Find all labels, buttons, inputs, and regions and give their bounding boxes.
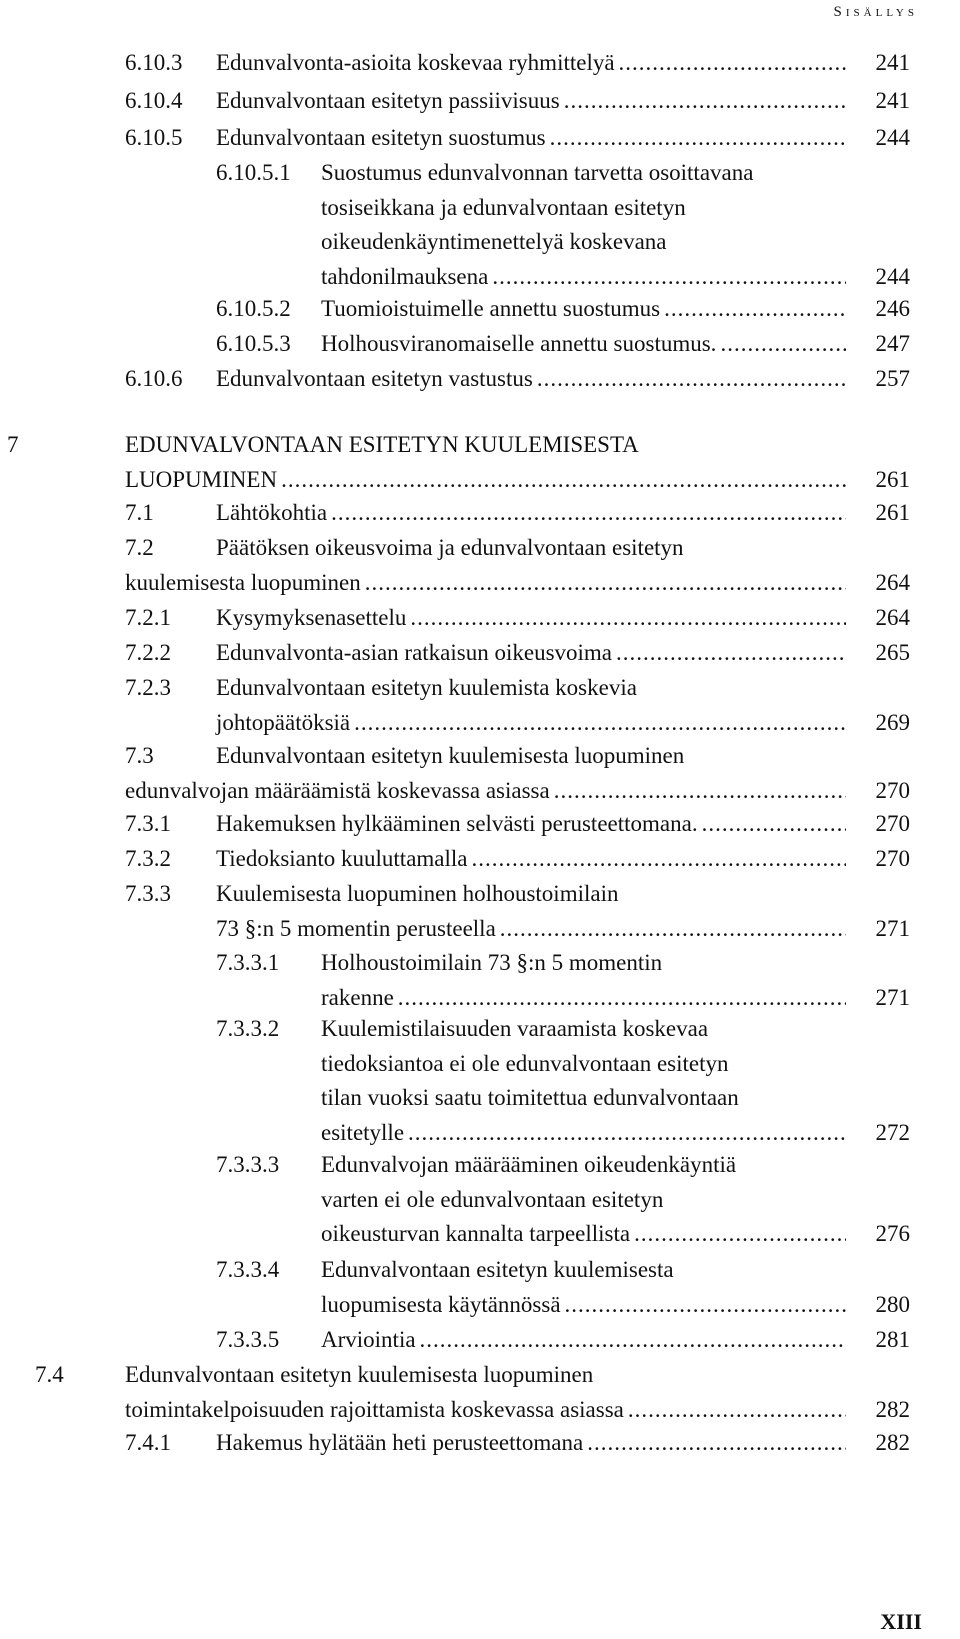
toc-entry[interactable] — [0, 1428, 910, 1463]
toc-entry-title: Kysymyksenasettelu — [216, 605, 407, 630]
toc-entry-page: 276 — [875, 1221, 910, 1246]
toc-entry-title: tiedoksiantoa ei ole edunvalvontaan esitetyn — [321, 1050, 729, 1076]
toc-entry-number: 7.1 — [125, 500, 154, 525]
toc-entry[interactable] — [0, 1325, 910, 1360]
toc-entry-page: 272 — [875, 1119, 910, 1145]
toc-entry-title: luopumisesta käytännössä — [321, 1291, 561, 1317]
toc-entry-title: kuulemisesta luopuminen — [125, 569, 361, 595]
toc-entry-number: 6.10.5.2 — [216, 296, 291, 321]
dot-leader — [281, 465, 846, 495]
toc-entry[interactable] — [0, 158, 910, 296]
toc-entry-title: Hakemuksen hylkääminen selvästi perusteettomana. — [216, 811, 698, 836]
toc-entry-title: Kuulemistilaisuuden varaamista koskevaa — [321, 1016, 709, 1041]
toc-entry-number: 7.3.2 — [125, 846, 171, 871]
toc-entry[interactable] — [0, 741, 910, 810]
toc-entry[interactable] — [0, 48, 910, 83]
toc-entry-title: varten ei ole edunvalvontaan esitetyn — [321, 1186, 664, 1212]
toc-entry-page: 241 — [875, 88, 910, 113]
toc-entry-title: edunvalvojan määräämistä koskevassa asiassa — [125, 777, 550, 803]
toc-entry-page: 257 — [875, 366, 910, 391]
toc-entry-title: Arviointia — [321, 1327, 416, 1352]
toc-entry-page: 244 — [875, 125, 910, 150]
dot-leader — [564, 86, 846, 116]
toc-entry[interactable] — [0, 603, 910, 638]
toc-entry-title: EDUNVALVONTAAN ESITETYN KUULEMISESTA — [125, 432, 639, 457]
toc-entry-page: 244 — [875, 263, 910, 289]
toc-entry[interactable] — [0, 498, 910, 533]
dot-leader — [500, 914, 846, 944]
dot-leader — [554, 776, 846, 806]
toc-entry-title: Edunvalvojan määrääminen oikeudenkäyntiä — [321, 1152, 737, 1177]
toc-entry[interactable] — [0, 329, 910, 364]
toc-entry-title: Edunvalvontaan esitetyn kuulemisesta luopuminen — [216, 743, 685, 768]
toc-entry[interactable] — [0, 809, 910, 844]
toc-entry-number: 6.10.5.3 — [216, 331, 291, 356]
toc-entry-title: Kuulemisesta luopuminen holhoustoimilain — [216, 881, 619, 906]
toc-entry-page: 271 — [875, 984, 910, 1010]
toc-entry-number: 7.2.1 — [125, 605, 171, 630]
toc-entry-title: Tuomioistuimelle annettu suostumus — [321, 296, 661, 321]
toc-entry-title: Tiedoksianto kuuluttamalla — [216, 846, 468, 871]
toc-entry-title: Edunvalvontaan esitetyn kuulemista koskevia — [216, 675, 637, 700]
toc-entry-number: 7.3.3 — [125, 881, 171, 906]
toc-entry[interactable] — [0, 86, 910, 121]
toc-entry[interactable] — [0, 123, 910, 158]
toc-entry-title: tilan vuoksi saatu toimitettua edunvalvontaan — [321, 1085, 739, 1110]
toc-entry-number: 7.3 — [125, 743, 154, 768]
toc-entry-page: 264 — [875, 605, 910, 630]
dot-leader — [365, 568, 846, 598]
toc-entry[interactable] — [0, 1360, 910, 1429]
dot-leader — [472, 844, 847, 874]
toc-entry-title: Edunvalvontaan esitetyn kuulemisesta — [321, 1257, 674, 1282]
toc-entry-page: 270 — [875, 777, 910, 803]
toc-entry-number: 7.2.2 — [125, 640, 171, 665]
toc-entry-number: 7.2.3 — [125, 675, 171, 700]
toc-entry-page: 282 — [875, 1396, 910, 1422]
toc-entry-title: johtopäätöksiä — [216, 709, 351, 735]
dot-leader — [702, 809, 846, 839]
toc-entry-title: LUOPUMINEN — [125, 466, 278, 492]
toc-entry-title: oikeusturvan kannalta tarpeellista — [321, 1221, 631, 1246]
dot-leader — [565, 1290, 846, 1320]
dot-leader — [634, 1219, 846, 1249]
toc-entry-page: 271 — [875, 915, 910, 941]
toc-entry[interactable] — [0, 294, 910, 329]
toc-entry-number: 6.10.4 — [125, 88, 183, 113]
toc-entry-page: 270 — [875, 811, 910, 836]
toc-entry-number: 6.10.5.1 — [216, 160, 291, 185]
toc-entry-page: 261 — [875, 500, 910, 525]
dot-leader — [408, 1118, 846, 1148]
toc-entry-number: 7 — [7, 432, 19, 457]
toc-entry-title: toimintakelpoisuuden rajoittamista koskevassa asiassa — [125, 1396, 624, 1422]
toc-entry-number: 7.3.3.1 — [216, 950, 280, 975]
dot-leader — [410, 603, 846, 633]
dot-leader — [616, 638, 846, 668]
toc-entry-title: tosiseikkana ja edunvalvontaan esitetyn — [321, 194, 686, 220]
toc-entry-title: Päätöksen oikeusvoima ja edunvalvontaan esitetyn — [216, 535, 684, 560]
toc-entry-title: Edunvalvonta-asioita koskevaa ryhmittelyä — [216, 50, 615, 75]
toc-entry-number: 7.4.1 — [125, 1430, 171, 1455]
toc-entry-page: 265 — [875, 640, 910, 665]
toc-entry[interactable] — [0, 430, 910, 499]
toc-entry-title: Edunvalvontaan esitetyn suostumus — [216, 125, 546, 150]
running-head: Sisällys — [833, 4, 918, 20]
toc-entry-number: 6.10.6 — [125, 366, 183, 391]
toc-entry-title: 73 §:n 5 momentin perusteella — [216, 915, 496, 941]
toc-entry[interactable] — [0, 638, 910, 673]
dot-leader — [619, 48, 846, 78]
toc-entry-title: Hakemus hylätään heti perusteettomana — [216, 1430, 584, 1455]
toc-entry-page: 246 — [875, 296, 910, 321]
toc-entry[interactable] — [0, 1014, 910, 1152]
toc-entry-number: 7.4 — [35, 1362, 64, 1387]
toc-entry-title: Lähtökohtia — [216, 500, 328, 525]
toc-entry-page: 261 — [875, 466, 910, 492]
toc-entry-page: 247 — [875, 331, 910, 356]
toc-entry-number: 7.3.3.4 — [216, 1257, 280, 1282]
toc-entry-title: esitetylle — [321, 1119, 405, 1145]
toc-entry-number: 6.10.3 — [125, 50, 183, 75]
toc-entry-page: 270 — [875, 846, 910, 871]
dot-leader — [492, 262, 846, 292]
dot-leader — [720, 329, 846, 359]
toc-entry-number: 7.3.3.5 — [216, 1327, 280, 1352]
toc-entry-title: Edunvalvonta-asian ratkaisun oikeusvoima — [216, 640, 613, 665]
dot-leader — [537, 364, 846, 394]
dot-leader — [354, 708, 846, 738]
dot-leader — [664, 294, 846, 324]
toc-entry-title: Holhoustoimilain 73 §:n 5 momentin — [321, 950, 663, 975]
toc-entry-title: tahdonilmauksena — [321, 263, 489, 289]
toc-entry-title: Suostumus edunvalvonnan tarvetta osoittavana — [321, 160, 754, 185]
toc-entry[interactable] — [0, 844, 910, 879]
dot-leader — [550, 123, 846, 153]
toc-entry-title: Edunvalvontaan esitetyn kuulemisesta luopuminen — [125, 1362, 594, 1387]
toc-entry[interactable] — [0, 364, 910, 399]
dot-leader — [420, 1325, 846, 1355]
toc-entry-number: 7.3.3.3 — [216, 1152, 280, 1177]
page-number: XIII — [880, 1609, 922, 1634]
toc-entry-page: 282 — [875, 1430, 910, 1455]
dot-leader — [628, 1395, 846, 1425]
toc-entry-number: 7.3.1 — [125, 811, 171, 836]
toc-entry-title: rakenne — [321, 984, 394, 1010]
toc-entry-page: 280 — [875, 1291, 910, 1317]
toc-entry-number: 7.3.3.2 — [216, 1016, 280, 1041]
toc-entry-title: Edunvalvontaan esitetyn vastustus — [216, 366, 533, 391]
toc-entry-page: 264 — [875, 569, 910, 595]
toc-entry-title: Edunvalvontaan esitetyn passiivisuus — [216, 88, 560, 113]
dot-leader — [398, 983, 846, 1013]
toc-entry[interactable] — [0, 1255, 910, 1324]
toc-entry[interactable] — [0, 948, 910, 1017]
toc-entry-page: 241 — [875, 50, 910, 75]
toc-entry-title: Holhousviranomaiselle annettu suostumus. — [321, 331, 717, 356]
dot-leader — [331, 498, 846, 528]
toc-entry-number: 7.2 — [125, 535, 154, 560]
toc-entry-title: oikeudenkäyntimenettelyä koskevana — [321, 229, 667, 254]
toc-entry-number: 6.10.5 — [125, 125, 183, 150]
toc-entry[interactable] — [0, 673, 910, 742]
toc-entry-page: 269 — [875, 709, 910, 735]
toc-entry[interactable] — [0, 1150, 910, 1254]
toc-entry-page: 281 — [875, 1327, 910, 1352]
toc-entry[interactable] — [0, 879, 910, 948]
toc-entry[interactable] — [0, 533, 910, 602]
dot-leader — [587, 1428, 846, 1458]
